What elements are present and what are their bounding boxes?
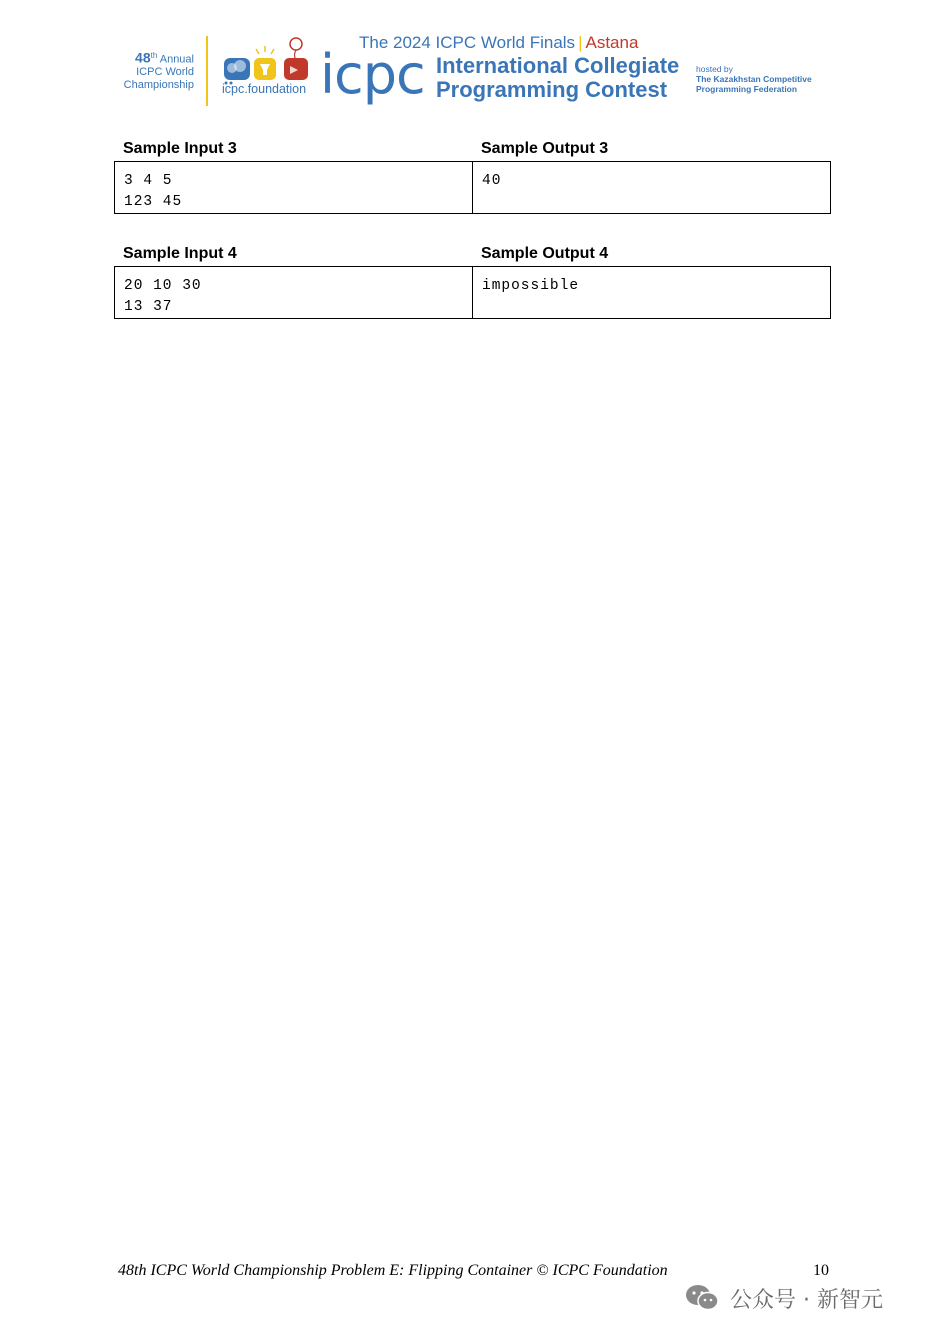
world-finals-title (359, 33, 638, 53)
contest-name-line2: Programming Contest (436, 77, 668, 102)
federation-line1: The Kazakhstan Competitive (696, 74, 812, 84)
annual-number: 48 (135, 49, 151, 66)
sample-output-3-text: 40 (482, 173, 502, 189)
sample-output-3-cell (472, 162, 830, 213)
hosted-by-block (696, 64, 812, 94)
page-header (0, 0, 945, 120)
sample-4-box (114, 266, 831, 319)
page-number: 10 (813, 1262, 829, 1279)
sample-input-4-title: Sample Input 4 (123, 245, 237, 262)
page-footer: 48th ICPC World Championship Problem E: Flipping Container © ICPC Foundation (118, 1262, 668, 1279)
hosted-by-label: hosted by (696, 64, 733, 74)
sample-output-4-title: Sample Output 4 (481, 245, 609, 262)
watermark (684, 1283, 883, 1313)
lightbulb-icon (254, 46, 276, 80)
annual-line3: Championship (123, 78, 194, 91)
sample-input-3-title: Sample Input 3 (123, 140, 237, 157)
wechat-icon (684, 1283, 720, 1313)
sample-input-4-text: 20 10 30 13 37 (124, 278, 202, 315)
sample-input-3-text: 3 4 5 123 45 (124, 173, 183, 210)
foundation-logo-icons (222, 36, 312, 86)
contest-name-line1: International Collegiate (436, 53, 680, 78)
sample-output-4-cell (472, 267, 830, 318)
city-name: Astana (585, 33, 639, 52)
sample-input-4-cell (115, 267, 472, 318)
cloud-icon (224, 58, 250, 85)
sample-output-4-text: impossible (482, 278, 580, 294)
foundation-label: icpc.foundation (222, 82, 307, 96)
title-separator: | (578, 33, 583, 52)
annual-championship-label (112, 50, 194, 91)
balloon-icon (284, 38, 308, 80)
icpc-logo: icpc (320, 43, 425, 106)
annual-word: Annual (159, 53, 194, 66)
sample-input-3-cell (115, 162, 472, 213)
annual-line2: ICPC World (136, 66, 194, 79)
watermark-text: 公众号 · 新智元 (730, 1287, 883, 1313)
annual-sup: th (150, 51, 158, 60)
sample-output-3-title: Sample Output 3 (481, 140, 609, 157)
header-divider (206, 36, 208, 106)
federation-line2: Programming Federation (696, 84, 798, 94)
world-finals-text: The 2024 ICPC World Finals (359, 33, 576, 52)
sample-3-box (114, 161, 831, 214)
contest-name (436, 54, 679, 102)
